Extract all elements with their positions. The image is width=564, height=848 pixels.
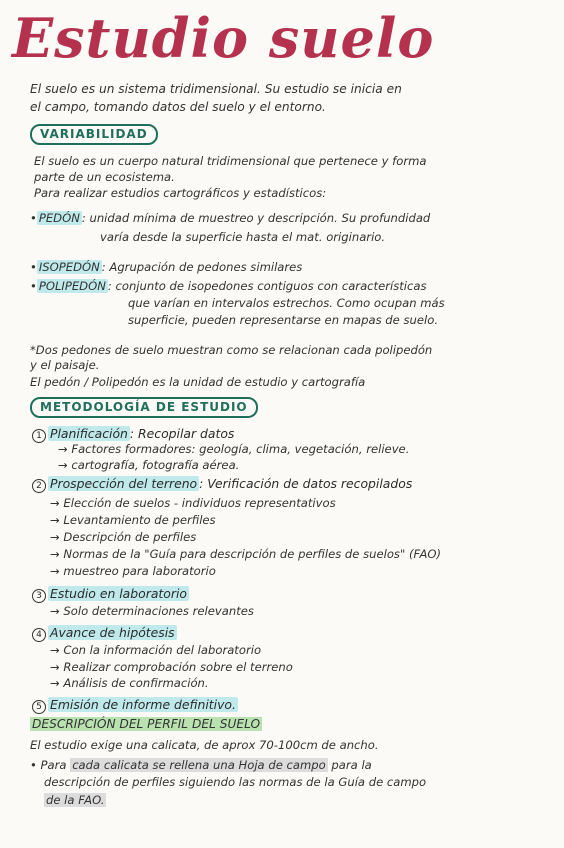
fao-highlight: de la FAO. [46, 793, 105, 807]
variabilidad-line-2: parte de un ecosistema. [34, 170, 175, 184]
step-5-number: 5 [32, 700, 46, 714]
polipedon-definition-2: que varían en intervalos estrechos. Como ocupan más [128, 296, 445, 310]
intro-line-2: el campo, tomando datos del suelo y el entorno. [30, 100, 326, 114]
descripcion-line-1: El estudio exige una calicata, de aprox 70-100cm de ancho. [30, 738, 379, 752]
step-2-desc: : Verificación de datos recopilados [199, 476, 413, 491]
isopedon-term: ISOPEDÓN [38, 260, 100, 274]
hoja-de-campo-highlight: cada calicata se rellena una Hoja de campo [72, 758, 326, 772]
pedon-definition-2: varía desde la superficie hasta el mat. originario. [100, 230, 386, 244]
step-5 [32, 697, 238, 714]
step-3-number: 3 [32, 589, 46, 603]
step-1-sub-2: → cartografía, fotografía aérea. [58, 458, 240, 472]
step-2 [32, 476, 412, 493]
step-3-sub-1: → Solo determinaciones relevantes [50, 604, 254, 618]
polipedon-term: POLIPEDÓN [38, 279, 106, 293]
variabilidad-line-1: El suelo es un cuerpo natural tridimensional que pertenece y forma [34, 154, 427, 168]
polipedon-definition-1: : conjunto de isopedones contiguos con características [107, 279, 427, 293]
intro-line-1: El suelo es un sistema tridimensional. Su estudio se inicia en [30, 82, 402, 96]
step-4-name: Avance de hipótesis [50, 625, 175, 640]
step-1 [32, 426, 234, 443]
step-2-sub-1: → Elección de suelos - individuos representativos [50, 496, 336, 510]
variabilidad-heading: VARIABILIDAD [30, 124, 158, 145]
step-2-sub-5: → muestreo para laboratorio [50, 564, 216, 578]
isopedon-line: • ISOPEDÓN : Agrupación de pedones similares [30, 260, 303, 274]
note-line-3: El pedón / Polipedón es la unidad de estudio y cartografía [30, 375, 366, 389]
step-2-sub-3: → Descripción de perfiles [50, 530, 197, 544]
descripcion-line-2 [30, 758, 372, 773]
polipedon-definition-3: superficie, pueden representarse en mapas de suelo. [128, 313, 439, 327]
pedon-definition-1: : unidad mínima de muestreo y descripción. Su profundidad [81, 211, 431, 225]
isopedon-definition: : Agrupación de pedones similares [101, 260, 303, 274]
note-line-2: y el paisaje. [30, 358, 100, 372]
step-1-sub-1: → Factores formadores: geología, clima, vegetación, relieve. [58, 442, 410, 456]
step-2-number: 2 [32, 479, 46, 493]
step-1-desc: : Recopilar datos [129, 426, 235, 441]
descripcion-line-4 [44, 793, 106, 808]
descripcion-bullet-post: para la [327, 758, 372, 772]
step-4-sub-1: → Con la información del laboratorio [50, 643, 262, 657]
descripcion-heading-line [30, 717, 262, 732]
step-4-number: 4 [32, 628, 46, 642]
descripcion-line-3: descripción de perfiles siguiendo las normas de la Guía de campo [44, 775, 427, 789]
step-2-sub-2: → Levantamiento de perfiles [50, 513, 216, 527]
descripcion-bullet-pre: • Para [30, 758, 71, 772]
step-4-sub-3: → Análisis de confirmación. [50, 676, 209, 690]
step-1-name: Planificación [50, 426, 128, 441]
polipedon-line-1: • POLIPEDÓN : conjunto de isopedones contiguos con características [30, 279, 427, 293]
metodologia-heading: METODOLOGÍA DE ESTUDIO [30, 397, 258, 418]
variabilidad-line-3: Para realizar estudios cartográficos y estadísticos: [34, 186, 327, 200]
step-3-name: Estudio en laboratorio [50, 586, 187, 601]
note-line-1: *Dos pedones de suelo muestran como se relacionan cada polipedón [30, 343, 433, 357]
descripcion-heading: DESCRIPCIÓN DEL PERFIL DEL SUELO [32, 717, 261, 731]
step-4 [32, 625, 177, 642]
step-3 [32, 586, 189, 603]
page-title: Estudio suelo [12, 6, 435, 70]
step-4-sub-2: → Realizar comprobación sobre el terreno [50, 660, 293, 674]
step-5-name: Emisión de informe definitivo. [50, 697, 236, 712]
step-2-sub-4: → Normas de la "Guía para descripción de perfiles de suelos" (FAO) [50, 547, 442, 561]
pedon-term: PEDÓN [38, 211, 80, 225]
pedon-line-1: • PEDÓN : unidad mínima de muestreo y descripción. Su profundidad [30, 211, 431, 225]
step-2-name: Prospección del terreno [50, 476, 198, 491]
step-1-number: 1 [32, 429, 46, 443]
